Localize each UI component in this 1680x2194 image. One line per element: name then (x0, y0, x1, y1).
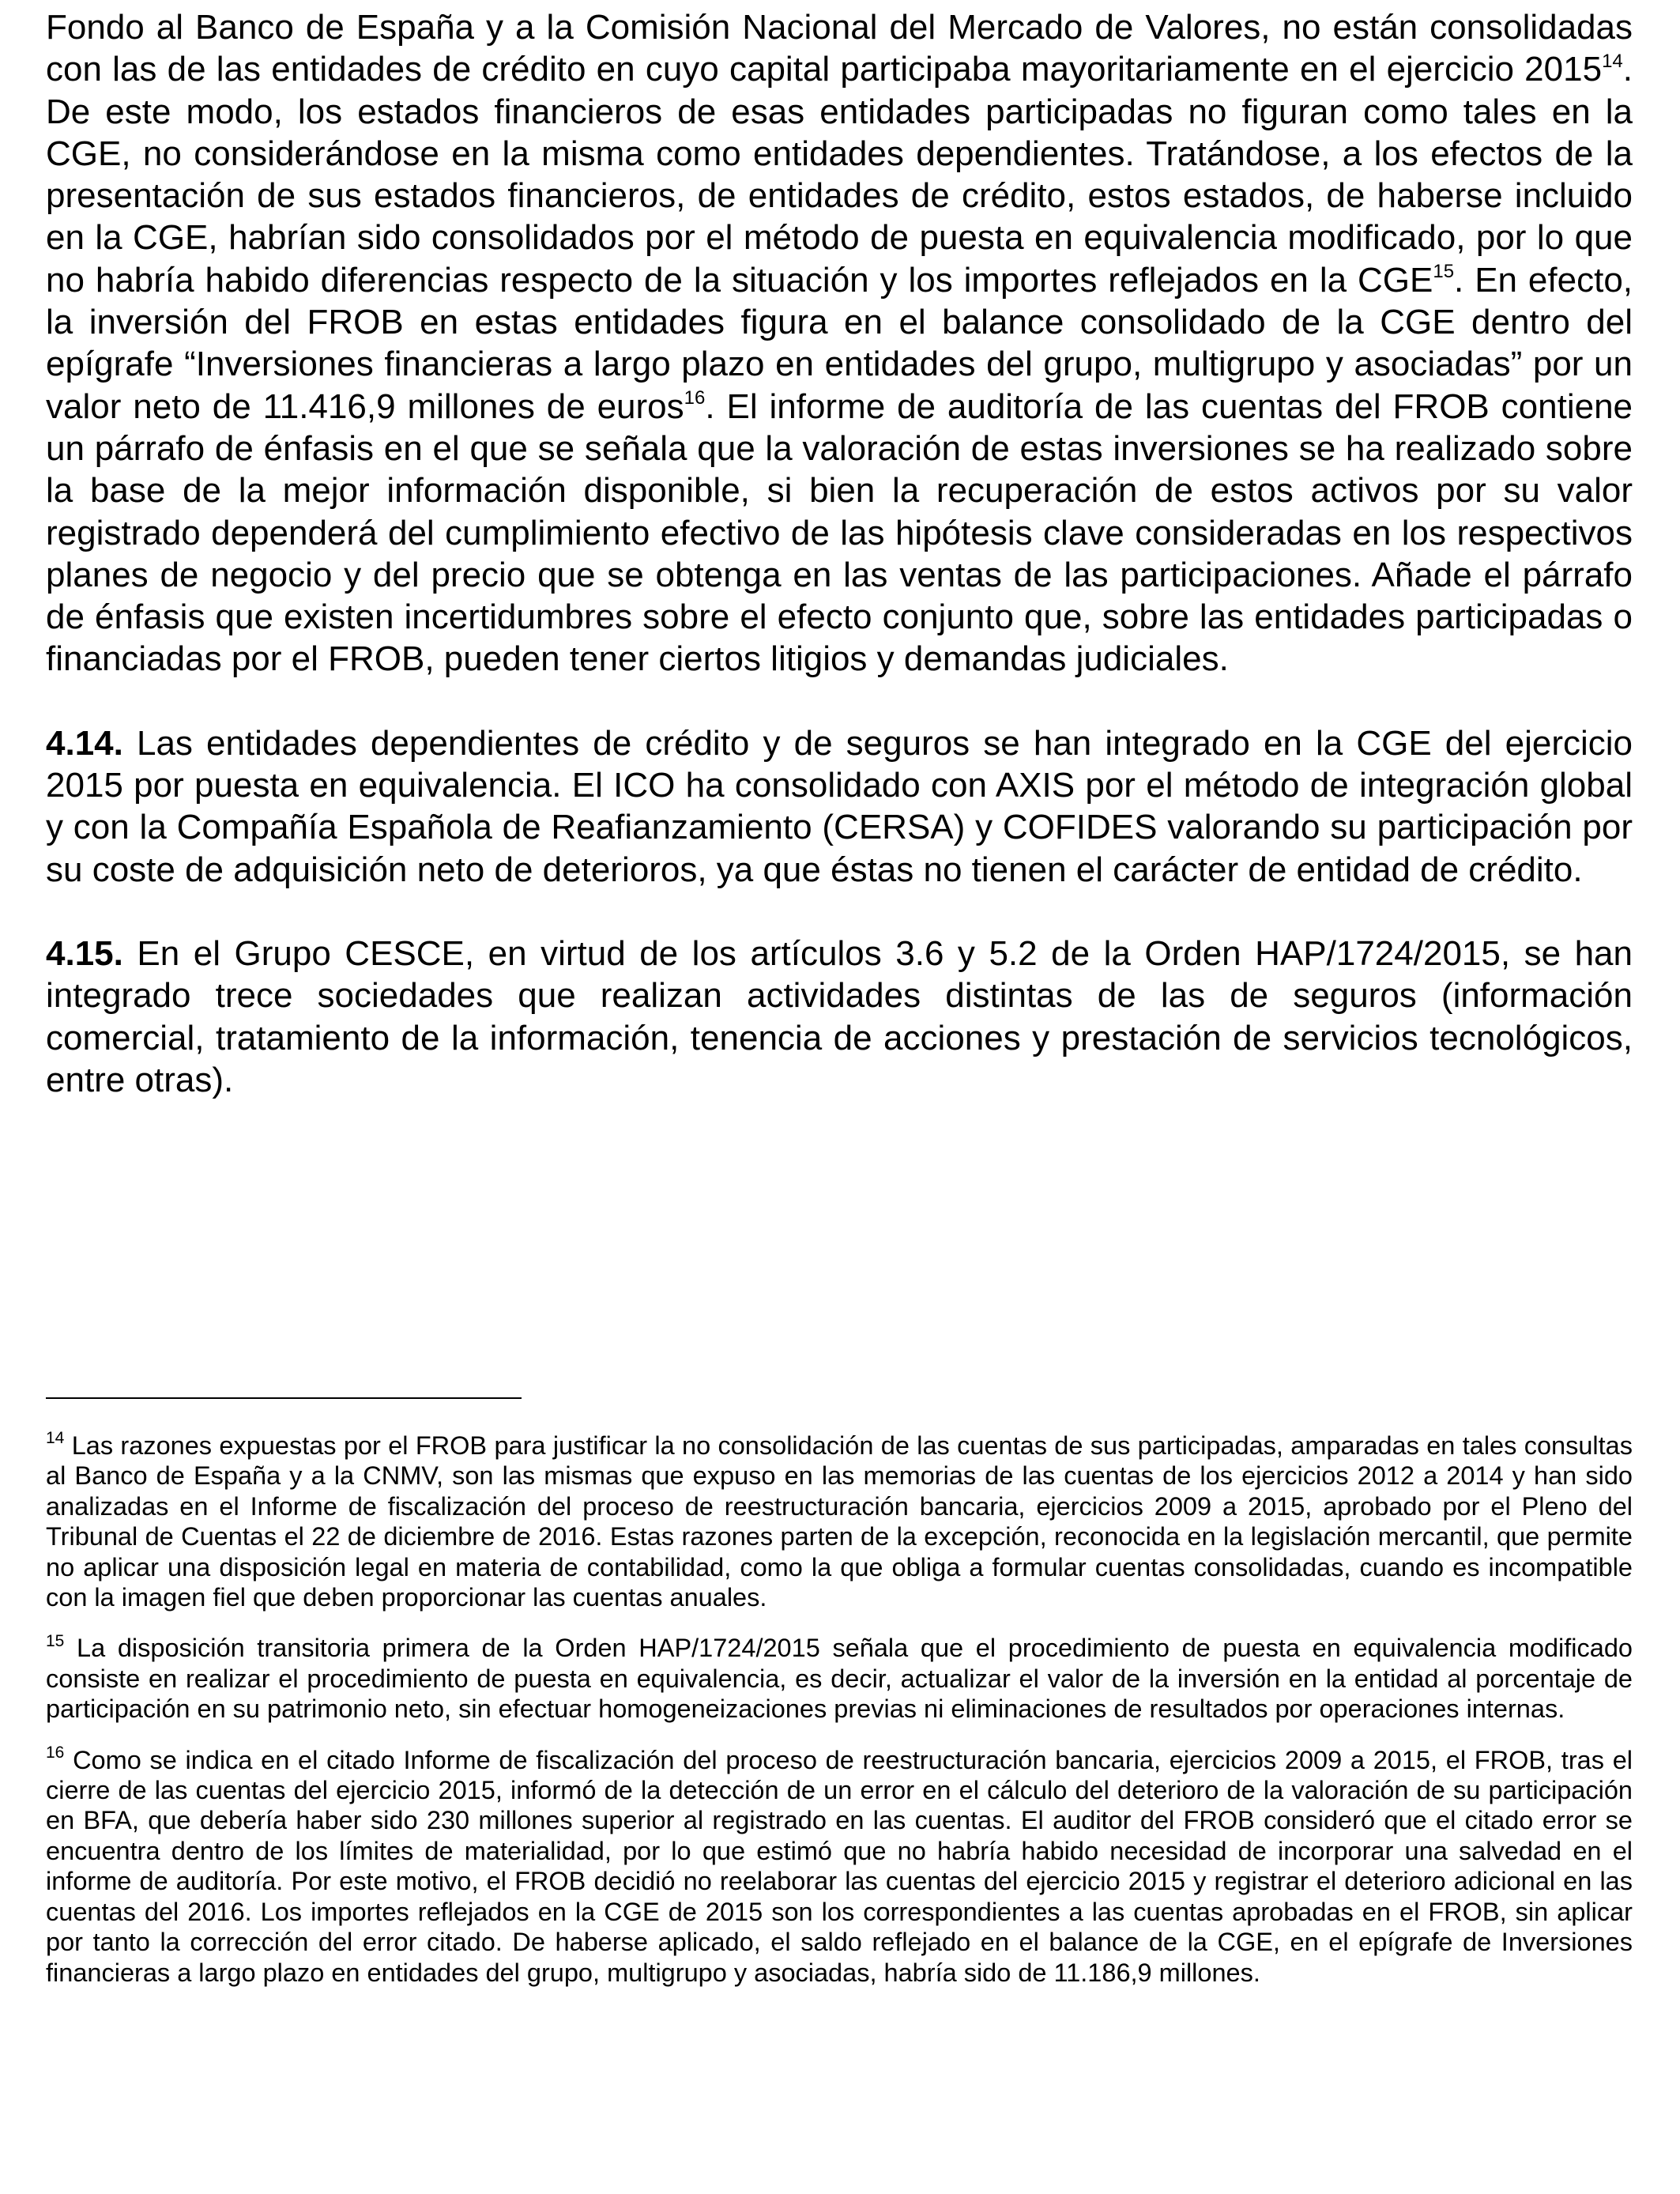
footnote-15 (46, 1633, 1633, 1724)
footnote-reference-16[interactable]: 16 (684, 387, 706, 409)
footnote-reference-14[interactable]: 14 (1602, 50, 1623, 72)
footnote-text: Las razones expuestas por el FROB para justificar la no consolidación de las cuentas de sus participadas, amparadas en tales consultas al Banco de España y a la CNMV, son las mismas que expuso en las memorias de las cuentas de los ejercicios 2012 a 2014 y han sido analizadas en el Informe de fiscalización del proceso de reestructuración bancaria, ejercicios 2009 a 2015, aprobado por el Pleno del Tribunal de Cuentas el 22 de diciembre de 2016. Estas razones parten de la excepción, reconocida en la legislación mercantil, que permite no aplicar una disposición legal en materia de contabilidad, como la que obliga a formular cuentas consolidadas, cuando es incompatible con la imagen fiel que deben proporcionar las cuentas anuales. (46, 1431, 1633, 1612)
paragraph-frob-consolidation (46, 6, 1633, 680)
main-text (46, 6, 1633, 1101)
paragraph-text: Las entidades dependientes de crédito y de seguros se han integrado en la CGE del ejercicio 2015 por puesta en equivalencia. El ICO ha consolidado con AXIS por el método de integración global y con la Compañía Española de Reafianzamiento (CERSA) y COFIDES valorando su participación por su coste de adquisición neto de deterioros, ya que éstas no tienen el carácter de entidad de crédito. (46, 723, 1633, 889)
section-number: 4.15. (46, 933, 123, 973)
footnote-mark: 15 (46, 1631, 65, 1650)
paragraph-text: Fondo al Banco de España y a la Comisión Nacional del Mercado de Valores, no están consolidadas con las de las entidades de crédito en cuyo capital participaba mayoritariamente en el ejercicio 2015 (46, 8, 1633, 89)
paragraph-text: . El informe de auditoría de las cuentas del FROB contiene un párrafo de énfasis en el que se señala que la valoración de estas inversiones se ha realizado sobre la base de la mejor información disponible, si bien la recuperación de estos activos por su valor registrado dependerá del cumplimiento efectivo de las hipótesis clave consideradas en los respectivos planes de negocio y del precio que se obtenga en las ventas de las participaciones. Añade el párrafo de énfasis que existen incertidumbres sobre el efecto conjunto que, sobre las entidades participadas o financiadas por el FROB, pueden tener ciertos litigios y demandas judiciales. (46, 386, 1633, 679)
footnote-14 (46, 1431, 1633, 1612)
section-number: 4.14. (46, 723, 123, 763)
paragraph-4-15 (46, 933, 1633, 1101)
footnotes (46, 1431, 1633, 1988)
footnote-reference-15[interactable]: 15 (1433, 261, 1455, 283)
footnote-separator (46, 1397, 522, 1399)
footnote-16 (46, 1745, 1633, 1988)
footnote-mark: 14 (46, 1429, 65, 1448)
paragraph-text: . En efecto, la inversión del FROB en estas entidades figura en el balance consolidado de la CGE dentro del epígrafe “Inversiones financieras a largo plazo en entidades del grupo, multigrupo y asociadas” por un valor neto de 11.416,9 millones de euros (46, 260, 1633, 426)
paragraph-text: En el Grupo CESCE, en virtud de los artículos 3.6 y 5.2 de la Orden HAP/1724/2015, se han integrado trece sociedades que realizan actividades distintas de las de seguros (información comercial, tratamiento de la información, tenencia de acciones y prestación de servicios tecnológicos, entre otras). (46, 933, 1633, 1099)
footnote-text: Como se indica en el citado Informe de fiscalización del proceso de reestructuración bancaria, ejercicios 2009 a 2015, el FROB, tras el cierre de las cuentas del ejercicio 2015, informó de la detección de un error en el cálculo del deterioro de la valoración de su participación en BFA, que debería haber sido 230 millones superior al registrado en las cuentas. El auditor del FROB consideró que el citado error se encuentra dentro de los límites de materialidad, por lo que estimó que no habría habido necesidad de incorporar una salvedad en el informe de auditoría. Por este motivo, el FROB decidió no reelaborar las cuentas del ejercicio 2015 y registrar el deterioro adicional en las cuentas del 2016. Los importes reflejados en la CGE de 2015 son los correspondientes a las cuentas aprobadas en el FROB, sin aplicar por tanto la corrección del error citado. De haberse aplicado, el saldo reflejado en el balance de la CGE, en el epígrafe de Inversiones financieras a largo plazo en entidades del grupo, multigrupo y asociadas, habría sido de 11.186,9 millones. (46, 1745, 1633, 1987)
paragraph-4-14 (46, 722, 1633, 891)
footnote-text: La disposición transitoria primera de la Orden HAP/1724/2015 señala que el procedimiento de puesta en equivalencia modificado consiste en realizar el procedimiento de puesta en equivalencia, es decir, actualizar el valor de la inversión en la entidad al porcentaje de participación en su patrimonio neto, sin efectuar homogeneizaciones previas ni eliminaciones de resultados por operaciones internas. (46, 1634, 1633, 1724)
paragraph-text: . De este modo, los estados financieros de esas entidades participadas no figuran como tales en la CGE, no considerándose en la misma como entidades dependientes. Tratándose, a los efectos de la presentación de sus estados financieros, de entidades de crédito, estos estados, de haberse incluido en la CGE, habrían sido consolidados por el método de puesta en equivalencia modificado, por lo que no habría habido diferencias respecto de la situación y los importes reflejados en la CGE (46, 50, 1633, 300)
footnote-mark: 16 (46, 1743, 65, 1762)
